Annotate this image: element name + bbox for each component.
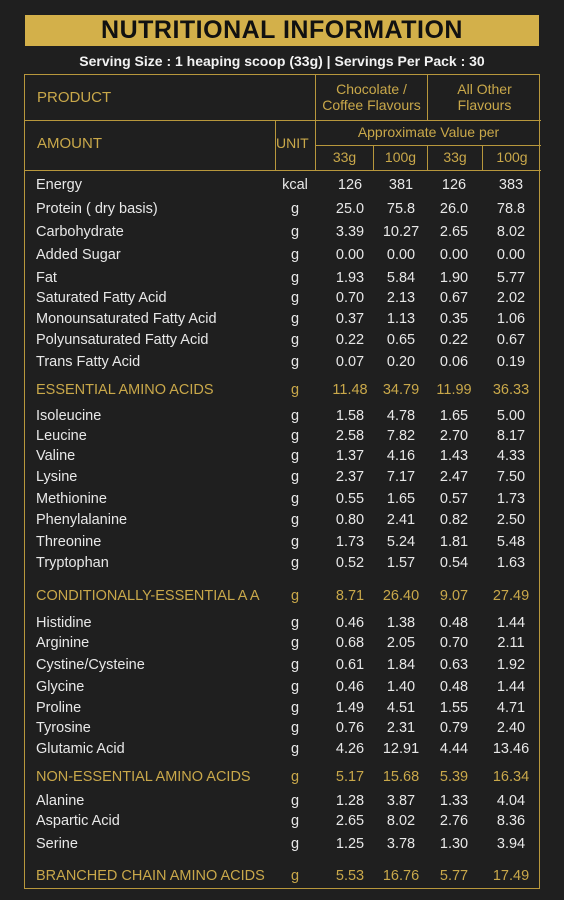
value-100g-choc: 1.38 [386, 615, 416, 631]
value-33g-other: 26.0 [439, 201, 469, 217]
nutrition-table [24, 74, 540, 889]
value-100g-other: 27.49 [492, 588, 530, 604]
nutrient-name: Trans Fatty Acid [36, 354, 141, 370]
value-33g-choc: 1.58 [335, 408, 365, 424]
value-33g-choc: 1.37 [335, 448, 365, 464]
header-unit: UNIT [276, 135, 309, 151]
value-100g-choc: 4.16 [386, 448, 416, 464]
serving-info: Serving Size : 1 heaping scoop (33g) | Servings Per Pack : 30 [79, 53, 485, 69]
value-100g-choc: 5.24 [386, 534, 416, 550]
value-100g-choc: 4.51 [386, 700, 416, 716]
table-row [25, 408, 541, 428]
value-33g-other: 0.54 [439, 555, 469, 571]
value-33g-choc: 0.22 [335, 332, 365, 348]
table-row [25, 428, 541, 448]
value-33g-other: 2.70 [439, 428, 469, 444]
nutrient-unit: g [290, 793, 300, 809]
value-100g-other: 36.33 [492, 382, 530, 398]
nutrient-name: Glycine [36, 679, 85, 695]
value-100g-other: 383 [498, 177, 524, 193]
value-33g-other: 0.70 [439, 635, 469, 651]
value-100g-other: 0.67 [496, 332, 526, 348]
table-row [25, 836, 541, 856]
value-100g-other: 5.48 [496, 534, 526, 550]
nutrient-name: Added Sugar [36, 247, 121, 263]
header-100g-other: 100g [496, 149, 528, 165]
value-33g-other: 2.47 [439, 469, 469, 485]
nutrient-name: Valine [36, 448, 76, 464]
nutrient-unit: g [290, 354, 300, 370]
nutrient-name: Saturated Fatty Acid [36, 290, 167, 306]
value-33g-choc: 1.25 [335, 836, 365, 852]
table-row [25, 201, 541, 221]
value-33g-other: 2.65 [439, 224, 469, 240]
value-33g-other: 0.63 [439, 657, 469, 673]
header-100g-choc: 100g [384, 149, 417, 165]
table-row [25, 679, 541, 699]
nutrient-unit: g [290, 469, 300, 485]
value-100g-other: 8.36 [496, 813, 526, 829]
value-100g-choc: 2.05 [386, 635, 416, 651]
header-approx: Approximate Value per [357, 124, 500, 140]
value-100g-choc: 381 [388, 177, 414, 193]
nutrient-name: Alanine [36, 793, 85, 809]
nutrient-name: ESSENTIAL AMINO ACIDS [36, 382, 214, 398]
value-33g-other: 0.67 [439, 290, 469, 306]
value-100g-other: 2.11 [497, 635, 525, 651]
value-100g-other: 3.94 [496, 836, 526, 852]
header-33g-other: 33g [443, 149, 467, 165]
nutrient-unit: g [290, 615, 300, 631]
value-100g-choc: 1.57 [386, 555, 416, 571]
value-100g-other: 1.63 [496, 555, 526, 571]
section-row [25, 382, 541, 402]
value-100g-choc: 0.20 [386, 354, 416, 370]
table-row [25, 448, 541, 468]
nutrient-name: Energy [36, 177, 82, 193]
value-100g-choc: 0.00 [386, 247, 416, 263]
value-100g-choc: 2.13 [386, 290, 416, 306]
value-100g-choc: 1.40 [386, 679, 416, 695]
value-33g-choc: 3.39 [335, 224, 365, 240]
nutrient-unit: g [290, 700, 300, 716]
value-100g-choc: 7.17 [386, 469, 416, 485]
table-row [25, 177, 541, 197]
value-100g-choc: 1.13 [386, 311, 416, 327]
nutrient-name: Glutamic Acid [36, 741, 125, 757]
value-33g-choc: 11.48 [332, 382, 368, 398]
value-33g-other: 5.39 [439, 769, 469, 785]
value-100g-other: 17.49 [492, 868, 530, 884]
table-row [25, 635, 541, 655]
table-row [25, 700, 541, 720]
nutrient-unit: g [290, 720, 300, 736]
value-100g-choc: 4.78 [386, 408, 416, 424]
nutrient-unit: g [290, 512, 300, 528]
nutrient-unit: g [290, 270, 300, 286]
table-row [25, 290, 541, 310]
value-33g-other: 1.81 [439, 534, 469, 550]
value-100g-choc: 1.84 [386, 657, 416, 673]
value-33g-other: 1.30 [439, 836, 469, 852]
nutrient-unit: g [290, 657, 300, 673]
value-33g-choc: 1.93 [335, 270, 365, 286]
nutrient-name: Tryptophan [36, 555, 109, 571]
nutrient-unit: g [290, 311, 300, 327]
value-100g-choc: 3.87 [386, 793, 416, 809]
nutrient-unit: g [290, 428, 300, 444]
value-100g-choc: 10.27 [382, 224, 420, 240]
nutrient-unit: g [290, 448, 300, 464]
value-33g-other: 0.35 [439, 311, 469, 327]
value-33g-choc: 4.26 [335, 741, 365, 757]
nutrient-unit: g [290, 769, 300, 785]
value-33g-other: 5.77 [439, 868, 469, 884]
header-amount: AMOUNT [37, 135, 102, 152]
value-33g-choc: 1.28 [335, 793, 365, 809]
value-100g-other: 2.40 [496, 720, 526, 736]
value-33g-other: 0.00 [439, 247, 469, 263]
value-100g-other: 78.8 [496, 201, 526, 217]
nutrient-unit: g [290, 247, 300, 263]
table-row [25, 534, 541, 554]
nutrient-unit: g [290, 679, 300, 695]
value-100g-other: 4.04 [496, 793, 526, 809]
nutrient-name: CONDITIONALLY-ESSENTIAL A A [36, 588, 260, 604]
header-other-line2: Flavours [457, 97, 512, 113]
value-33g-choc: 0.37 [335, 311, 365, 327]
table-row [25, 332, 541, 352]
table-row [25, 615, 541, 635]
table-row [25, 741, 541, 761]
value-100g-choc: 15.68 [382, 769, 420, 785]
value-33g-other: 0.06 [439, 354, 469, 370]
section-row [25, 588, 541, 608]
value-100g-other: 1.06 [496, 311, 526, 327]
header-other [428, 81, 541, 113]
value-33g-choc: 1.73 [335, 534, 365, 550]
value-100g-other: 13.46 [492, 741, 530, 757]
nutrient-name: Proline [36, 700, 82, 716]
value-33g-other: 0.82 [439, 512, 469, 528]
nutrient-unit: g [290, 534, 300, 550]
nutrient-unit: g [290, 408, 300, 424]
value-100g-other: 2.50 [496, 512, 526, 528]
value-33g-other: 0.22 [439, 332, 469, 348]
value-100g-other: 8.17 [496, 428, 526, 444]
value-33g-other: 126 [441, 177, 467, 193]
value-100g-other: 4.71 [496, 700, 526, 716]
value-100g-choc: 2.41 [386, 512, 416, 528]
nutrient-unit: kcal [282, 177, 308, 193]
header-chocolate-line1: Chocolate / [336, 81, 407, 97]
nutrient-name: Histidine [36, 615, 92, 631]
value-100g-choc: 16.76 [382, 868, 420, 884]
nutrient-name: Aspartic Acid [36, 813, 120, 829]
nutrient-name: Protein ( dry basis) [36, 201, 158, 217]
nutrient-unit: g [290, 201, 300, 217]
nutrient-unit: g [290, 588, 300, 604]
table-row [25, 247, 541, 267]
table-row [25, 270, 541, 290]
value-100g-choc: 26.40 [382, 588, 420, 604]
value-33g-choc: 0.52 [335, 555, 365, 571]
nutrient-name: Carbohydrate [36, 224, 124, 240]
nutrient-unit: g [290, 491, 300, 507]
nutrient-unit: g [290, 332, 300, 348]
header-other-line1: All Other [457, 81, 512, 97]
value-100g-other: 1.44 [496, 679, 526, 695]
table-row [25, 555, 541, 575]
value-100g-other: 0.00 [496, 247, 526, 263]
value-100g-other: 1.44 [496, 615, 526, 631]
value-33g-choc: 1.49 [335, 700, 365, 716]
nutrient-unit: g [290, 290, 300, 306]
value-33g-other: 4.44 [439, 741, 469, 757]
table-row [25, 720, 541, 740]
value-33g-other: 9.07 [439, 588, 469, 604]
value-100g-other: 1.73 [496, 491, 526, 507]
nutrient-name: Monounsaturated Fatty Acid [36, 311, 217, 327]
value-100g-other: 2.02 [496, 290, 526, 306]
section-row [25, 868, 541, 888]
nutrient-name: Methionine [36, 491, 107, 507]
header-product: PRODUCT [37, 89, 112, 106]
value-33g-other: 0.48 [439, 679, 469, 695]
section-row [25, 769, 541, 789]
nutrient-name: Isoleucine [36, 408, 102, 424]
value-33g-choc: 2.37 [335, 469, 365, 485]
value-100g-other: 8.02 [496, 224, 526, 240]
value-100g-choc: 12.91 [382, 741, 420, 757]
value-33g-choc: 2.58 [335, 428, 365, 444]
table-row [25, 311, 541, 331]
value-33g-other: 11.99 [436, 382, 472, 398]
value-33g-other: 1.55 [439, 700, 469, 716]
nutrient-unit: g [290, 868, 300, 884]
nutrient-unit: g [290, 635, 300, 651]
value-33g-choc: 0.61 [335, 657, 365, 673]
value-33g-choc: 25.0 [335, 201, 365, 217]
value-100g-choc: 34.79 [382, 382, 420, 398]
value-33g-other: 1.90 [439, 270, 469, 286]
value-100g-other: 5.77 [496, 270, 526, 286]
value-100g-other: 16.34 [492, 769, 530, 785]
header-chocolate-line2: Coffee Flavours [322, 97, 421, 113]
value-33g-other: 1.33 [439, 793, 469, 809]
value-100g-choc: 2.31 [386, 720, 416, 736]
table-row [25, 224, 541, 244]
header-33g-choc: 33g [332, 149, 357, 165]
nutrient-name: Lysine [36, 469, 78, 485]
nutrient-name: Serine [36, 836, 78, 852]
value-100g-choc: 3.78 [386, 836, 416, 852]
table-row [25, 657, 541, 677]
page-title: NUTRITIONAL INFORMATION [25, 15, 539, 46]
table-row [25, 813, 541, 833]
value-33g-choc: 0.55 [335, 491, 365, 507]
table-row [25, 512, 541, 532]
nutrient-name: NON-ESSENTIAL AMINO ACIDS [36, 769, 251, 785]
nutrient-name: Leucine [36, 428, 87, 444]
value-33g-other: 0.57 [439, 491, 469, 507]
value-33g-choc: 0.07 [335, 354, 365, 370]
nutrient-unit: g [290, 813, 300, 829]
value-100g-other: 0.19 [496, 354, 526, 370]
value-33g-choc: 5.53 [335, 868, 365, 884]
table-row [25, 793, 541, 813]
value-33g-choc: 0.70 [335, 290, 365, 306]
value-100g-other: 4.33 [496, 448, 526, 464]
table-row [25, 354, 541, 374]
table-row [25, 491, 541, 511]
value-33g-choc: 0.46 [335, 615, 365, 631]
nutrient-unit: g [290, 741, 300, 757]
value-100g-other: 1.92 [496, 657, 526, 673]
value-100g-choc: 75.8 [386, 201, 416, 217]
nutrient-name: Cystine/Cysteine [36, 657, 145, 673]
value-33g-choc: 126 [337, 177, 363, 193]
value-100g-choc: 8.02 [386, 813, 416, 829]
value-33g-choc: 5.17 [335, 769, 365, 785]
nutrient-name: Arginine [36, 635, 90, 651]
nutrient-name: Threonine [36, 534, 102, 550]
value-33g-other: 0.48 [439, 615, 469, 631]
value-100g-choc: 1.65 [386, 491, 416, 507]
value-33g-choc: 2.65 [335, 813, 365, 829]
nutrient-name: Tyrosine [36, 720, 91, 736]
value-33g-other: 2.76 [439, 813, 469, 829]
nutrient-name: Fat [36, 270, 57, 286]
value-33g-choc: 0.68 [335, 635, 365, 651]
value-100g-choc: 5.84 [386, 270, 416, 286]
value-33g-other: 1.43 [439, 448, 469, 464]
value-100g-choc: 0.65 [386, 332, 416, 348]
header-chocolate [316, 81, 427, 113]
value-33g-choc: 8.71 [335, 588, 365, 604]
nutrient-unit: g [290, 836, 300, 852]
value-33g-choc: 0.46 [335, 679, 365, 695]
value-33g-choc: 0.76 [335, 720, 365, 736]
value-100g-other: 5.00 [496, 408, 526, 424]
nutrient-name: BRANCHED CHAIN AMINO ACIDS [36, 868, 265, 884]
value-100g-choc: 7.82 [386, 428, 416, 444]
value-33g-choc: 0.80 [335, 512, 365, 528]
nutrient-unit: g [290, 224, 300, 240]
value-100g-other: 7.50 [496, 469, 526, 485]
value-33g-other: 1.65 [439, 408, 469, 424]
value-33g-choc: 0.00 [335, 247, 365, 263]
table-row [25, 469, 541, 489]
nutrient-unit: g [290, 382, 300, 398]
nutrient-name: Polyunsaturated Fatty Acid [36, 332, 209, 348]
value-33g-other: 0.79 [439, 720, 469, 736]
nutrient-unit: g [290, 555, 300, 571]
nutrient-name: Phenylalanine [36, 512, 128, 528]
